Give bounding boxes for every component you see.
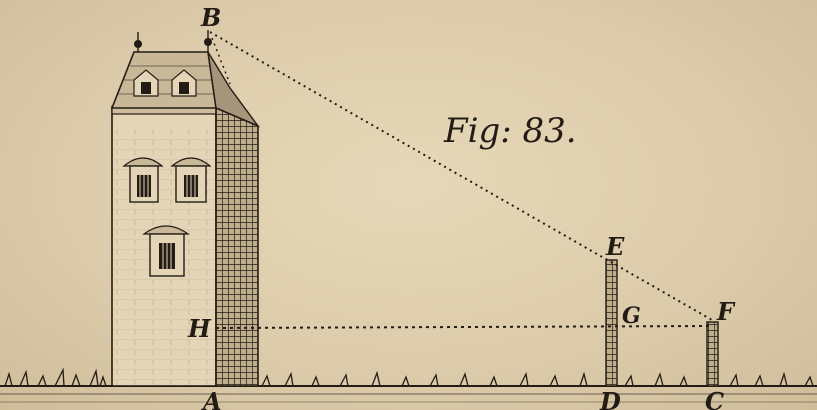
finial-right	[204, 38, 212, 46]
window-upper-right	[172, 158, 210, 202]
label-H: H	[188, 314, 211, 343]
label-A: A	[203, 387, 222, 410]
figure-title: Fig: 83.	[444, 111, 577, 151]
label-G: G	[622, 303, 641, 329]
staff-DE	[606, 260, 617, 386]
finial-left	[134, 40, 142, 48]
tower-side-wall	[216, 108, 258, 386]
label-B: B	[201, 3, 222, 32]
label-D: D	[600, 387, 621, 410]
tower	[112, 30, 258, 386]
staff-FC	[707, 322, 718, 386]
sight-line-BF	[210, 32, 712, 320]
label-E: E	[606, 232, 625, 261]
window-upper-left	[124, 158, 162, 202]
label-F: F	[717, 297, 735, 326]
window-middle	[144, 226, 188, 276]
label-C: C	[705, 387, 725, 410]
